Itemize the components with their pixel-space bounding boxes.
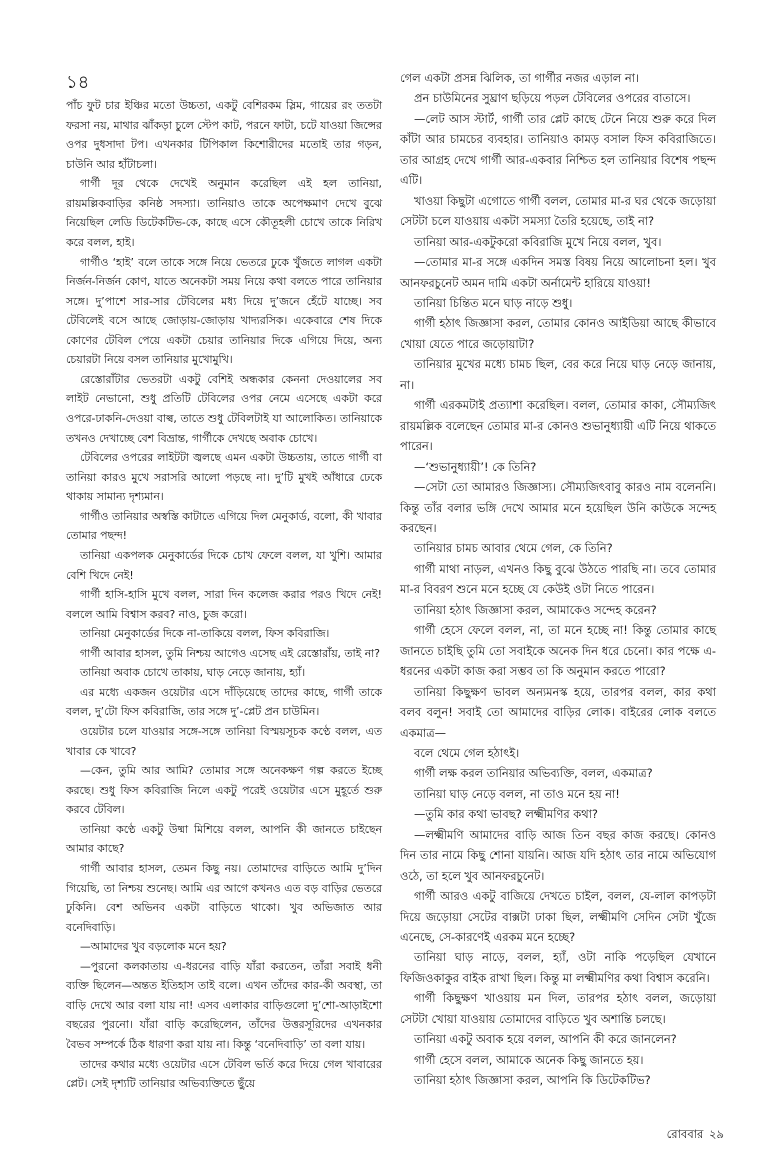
paragraph: গার্গী হেসে ফেলে বলল, না, তা মনে হচ্ছে না! কিন্তু তোমার কাছে জানতে চাইছি তুমি তো সবাইকে অনেক দিন ধরে চেনো। কার পক্ষে এ-ধরনের একটা কাজ করা সম্ভব তা কি অনুমান করতে পারো? xyxy=(400,623,716,679)
paragraph: তানিয়া একটু অবাক হয়ে বলল, আপনি কী করে জানলেন? xyxy=(414,1032,677,1047)
paragraph: প্রন চাউমিনের সুঘ্রাণ ছড়িয়ে পড়ল টেবিলের ওপরের বাতাসে। xyxy=(414,91,691,106)
paragraph: —পুরনো কলকাতায় এ-ধরনের বাড়ি যাঁরা করতেন, তাঁরা সবাই ধনী ব্যক্তি ছিলেন—অন্তত ইতিহাস তাই বলে। এখন তাঁদের কার-কী অবস্থা, তা বাড়ি দেখে আর বলা যায় না! এসব এলাকার বাড়িগুলো দু’শো-আড়াইশো বছরের পুরনো। যাঁরা বাড়ি করেছিলেন, তাঁদের উত্তরসূরিদের এখনকার বৈভব সম্পর্কে ঠিক ধারণা করা যায় না। কিন্তু ‘বনেদিবাড়ি’ তা বলা যায়। xyxy=(66,959,382,1051)
paragraph: তানিয়া কিছুক্ষণ ভাবল অন্যমনস্ক হয়ে, তারপর বলল, কার কথা বলব বলুন! সবাই তো আমাদের বাড়ির লোক। বাইরের লোক বলতে একমাত্র— xyxy=(400,684,716,740)
paragraph: —‘শুভানুধ্যায়ী’! কে তিনি? xyxy=(414,459,537,474)
paragraph: —তুমি কার কথা ভাবছ? লক্ষ্মীমণির কথা? xyxy=(414,807,598,822)
paragraph: গার্গী কিছুক্ষণ খাওয়ায় মন দিল, তারপর হঠাৎ বলল, জড়োয়া সেটটা খোয়া যাওয়ায় তোমাদের বাড়িতে খুব অশান্তি চলছে। xyxy=(400,991,716,1026)
paragraph: তাদের কথার মধ্যে ওয়েটার এসে টেবিল ভর্তি করে দিয়ে গেল খাবারের প্লেট। সেই দৃশ্যটি তানিয়ার অভিব্যক্তিতে ছুঁয়ে xyxy=(66,1057,382,1091)
page-number: ১৪ xyxy=(66,72,90,93)
paragraph: গার্গীও তানিয়ার অস্বস্তি কাটাতে এগিয়ে দিল মেনুকার্ড, বলো, কী খাবার তোমার পছন্দ! xyxy=(66,509,382,543)
paragraph: তানিয়া হঠাৎ জিজ্ঞাসা করল, আমাকেও সন্দেহ করেন? xyxy=(414,602,657,617)
paragraph: তানিয়া কণ্ঠে একটু উষ্মা মিশিয়ে বলল, আপনি কী জানতে চাইছেন আমার কাছে? xyxy=(66,822,382,856)
paragraph: গার্গী আরও একটু বাজিয়ে দেখতে চাইল, বলল, যে-লাল কাপড়টা দিয়ে জড়োয়া সেটের বাক্সটা ঢাকা ছিল, লক্ষ্মীমণি সেদিন সেটা খুঁজে এনেছে, সে-কারণেই এরকম মনে হচ্ছে? xyxy=(400,889,716,945)
paragraph: পাঁচ ফুট চার ইঞ্চির মতো উচ্চতা, একটু বেশিরকম স্লিম, গায়ের রং ততটা ফরসা নয়, মাথার ঝাঁকড়া চুলে স্টেপ কাট, পরনে ফাটা, চটে যাওয়া জিন্সের ওপর দুধসাদা টপ। এখনকার টিপিকাল কিশোরীদের মতোই তার গড়ন, চাউনি আর হাঁটাচলা। xyxy=(66,99,382,171)
paragraph: তানিয়া ঘাড় নেড়ে বলল, না তাও মনে হয় না! xyxy=(414,786,620,801)
paragraph: গার্গী এরকমটাই প্রত্যাশা করেছিল। বলল, তোমার কাকা, সৌম্যজিৎ রায়মল্লিক বলেছেন তোমার মা-র কোনও শুভানুধ্যায়ী এটি নিয়ে থাকতে পারেন। xyxy=(400,398,716,454)
paragraph: —লেট আস স্টার্ট, গার্গী তার প্লেট কাছে টেনে নিয়ে শুরু করে দিল কাঁটা আর চামচের ব্যবহার। তানিয়াও কামড় বসাল ফিস কবিরাজিতে। তার আগ্রহ দেখে গার্গী আর-একবার নিশ্চিত হল তানিয়ার বিশেষ পছন্দ এটি। xyxy=(400,111,716,188)
paragraph: তানিয়া হঠাৎ জিজ্ঞাসা করল, আপনি কি ডিটেকটিভ? xyxy=(414,1073,651,1088)
paragraph: গার্গী হঠাৎ জিজ্ঞাসা করল, তোমার কোনও আইডিয়া আছে কীভাবে খোয়া যেতে পারে জড়োয়াটা? xyxy=(400,316,716,351)
paragraph: গার্গী হেসে বলল, আমাকে অনেক কিছু জানতে হয়। xyxy=(414,1052,644,1067)
paragraph: এর মধ্যে একজন ওয়েটার এসে দাঁড়িয়েছে তাদের কাছে, গার্গী তাকে বলল, দু’টো ফিস কবিরাজি, তার সঙ্গে দু’-প্লেট প্রন চাউমিন। xyxy=(66,685,382,719)
paragraph: রেস্তোরাঁটার ভেতরটা একটু বেশিই অন্ধকার কেননা দেওয়ালের সব লাইট নেভানো, শুধু প্রতিটি টেবিলের ওপর নেমে এসেছে একটা করে ওপরে-ঢাকনি-দেওয়া বাল্ব, তাতে শুধু টেবিলটাই যা আলোকিত। তানিয়াকে তখনও দেখাচ্ছে বেশ বিভ্রান্ত, গার্গীকে দেখছে অবাক চোখে। xyxy=(66,372,382,445)
paragraph: খাওয়া কিছুটা এগোতে গার্গী বলল, তোমার মা-র ঘর থেকে জড়োয়া সেটটা চলে যাওয়ায় একটা সমস্যা তৈরি হয়েছে, তাই না? xyxy=(400,193,716,229)
right-column xyxy=(400,68,716,1091)
paragraph: —কেন, তুমি আর আমি? তোমার সঙ্গে অনেকক্ষণ গল্প করতে ইচ্ছে করছে। শুধু ফিস কবিরাজি নিলে একটু পরেই ওয়েটার এসে মুহূর্তে শুরু করবে টেবিল। xyxy=(66,764,382,817)
paragraph: তানিয়া মেনুকার্ডের দিকে না-তাকিয়ে বলল, ফিস কবিরাজি। xyxy=(80,627,330,641)
paragraph: গার্গী মাথা নাড়ল, এখনও কিছু বুঝে উঠতে পারছি না। তবে তোমার মা-র বিবরণ শুনে মনে হচ্ছে যে কেউই ওটা নিতে পারেন। xyxy=(400,561,716,597)
paragraph: তানিয়া আর-একটুকরো কবিরাজি মুখে নিয়ে বলল, খুব। xyxy=(414,234,662,249)
paragraph: তানিয়া ঘাড় নাড়ে, বলল, হ্যাঁ, ওটা নাকি পড়েছিল যেখানে ফিজিওকাকুর বাইক রাখা ছিল। কিন্তু মা লক্ষ্মীমণির কথা বিশ্বাস করেনি। xyxy=(400,950,716,985)
paragraph: —আমাদের খুব বড়লোক মনে হয়? xyxy=(80,940,227,954)
paragraph: গার্গী দূর থেকে দেখেই অনুমান করেছিল এই হল তানিয়া, রায়মল্লিকবাড়ির কনিষ্ঠ সদস্যা। তানিয়াও তাকে অপেক্ষমাণ দেখে বুঝে নিয়েছিল লেডি ডিটেকটিভ-কে, কাছে এসে কৌতূহলী চোখে তাকে নিরিখ করে বলল, হাই। xyxy=(66,177,382,249)
paragraph: গার্গী হাসি-হাসি মুখে বলল, সারা দিন কলেজ করার পরও খিদে নেই! বললে আমি বিশ্বাস করব? নাও, চুজ করো। xyxy=(66,588,382,621)
page-footer xyxy=(667,1126,724,1145)
paragraph: গার্গী লক্ষ করল তানিয়ার অভিব্যক্তি, বলল, একমাত্র? xyxy=(414,766,653,781)
paragraph: তানিয়া একপলক মেনুকার্ডের দিকে চোখ ফেলে বলল, যা খুশি। আমার বেশি খিদে নেই! xyxy=(66,548,382,582)
paragraph: —সেটা তো আমারও জিজ্ঞাস্য। সৌম্যজিৎবাবু কারও নাম বলেননি। কিন্তু তাঁর বলার ভঙ্গি দেখে আমার মনে হয়েছিল উনি কাউকে সন্দেহ করছেন। xyxy=(400,480,716,535)
paragraph: ওয়েটার চলে যাওয়ার সঙ্গে-সঙ্গে তানিয়া বিস্ময়সূচক কণ্ঠে বলল, এত খাবার কে খাবে? xyxy=(66,725,382,758)
paragraph: —তোমার মা-র সঙ্গে একদিন সমস্ত বিষয় নিয়ে আলোচনা হল। খুব আনফরচুনেট অমন দামি একটা অর্নামেন্ট হারিয়ে যাওয়া! xyxy=(400,255,716,290)
left-column xyxy=(66,96,382,1094)
paragraph: তানিয়ার চামচ আবার থেমে গেল, কে তিনি? xyxy=(414,541,613,556)
magazine-name: রোববার xyxy=(666,1127,704,1141)
paragraph: তানিয়া অবাক চোখে তাকায়, ঘাড় নেড়ে জানায়, হ্যাঁ। xyxy=(80,666,306,680)
paragraph: বলে থেমে গেল হঠাৎই। xyxy=(414,745,520,760)
footer-page-number: ২৯ xyxy=(709,1127,724,1141)
paragraph: গেল একটা প্রসন্ন ঝিলিক, তা গার্গীর নজর এড়াল না। xyxy=(400,71,640,85)
paragraph: —লক্ষ্মীমণি আমাদের বাড়ি আজ তিন বছর কাজ করছে। কোনও দিন তার নামে কিছু শোনা যায়নি। আজ যদি হঠাৎ তার নামে অভিযোগ ওঠে, তা হলে খুব আনফরচুনেট। xyxy=(400,827,716,883)
paragraph: টেবিলের ওপরের লাইটটা জ্বলছে এমন একটা উচ্চতায়, তাতে গার্গী বা তানিয়া কারও মুখে সরাসরি আলো পড়ছে না। দু’টি মুখই আঁধারে ঢেকে থাকায় সামান্য দৃশ্যমান। xyxy=(66,451,382,504)
paragraph: গার্গী আবার হাসল, তুমি নিশ্চয় আগেও এসেছ এই রেস্তোরাঁয়, তাই না? xyxy=(80,646,381,660)
paragraph: তানিয়ার মুখের মধ্যে চামচ ছিল, বের করে নিয়ে ঘাড় নেড়ে জানায়, না। xyxy=(400,357,716,392)
paragraph: গার্গীও ‘হাই’ বলে তাকে সঙ্গে নিয়ে ভেতরে ঢুকে খুঁজতে লাগল একটা নির্জন-নির্জন কোণ, যাতে অনেকটা সময় নিয়ে কথা বলতে পারে তানিয়ার সঙ্গে। দু’পাশে সার-সার টেবিলের মধ্য দিয়ে দু’জনে হেঁটে যাচ্ছে। সব টেবিলেই বসে আছে জোড়ায়-জোড়ায় খাদ্যরসিক। একেবারে শেষ দিকে কোণের টেবিল পেয়ে একটা চেয়ার তানিয়ার দিকে এগিয়ে দিয়ে, অন্য চেয়ারটা নিয়ে বসল তানিয়ার মুখোমুখি। xyxy=(66,255,382,367)
paragraph: গার্গী আবার হাসল, তেমন কিছু নয়। তোমাদের বাড়িতে আমি দু’দিন গিয়েছি, তা নিশ্চয় শুনেছ। আমি এর আগে কখনও এত বড় বাড়ির ভেতরে ঢুকিনি। বেশ অভিনব একটা বাড়িতে থাকো। খুব অভিজাত আর বনেদিবাড়ি। xyxy=(66,861,382,934)
paragraph: তানিয়া চিন্তিত মনে ঘাড় নাড়ে শুধু। xyxy=(414,295,573,310)
